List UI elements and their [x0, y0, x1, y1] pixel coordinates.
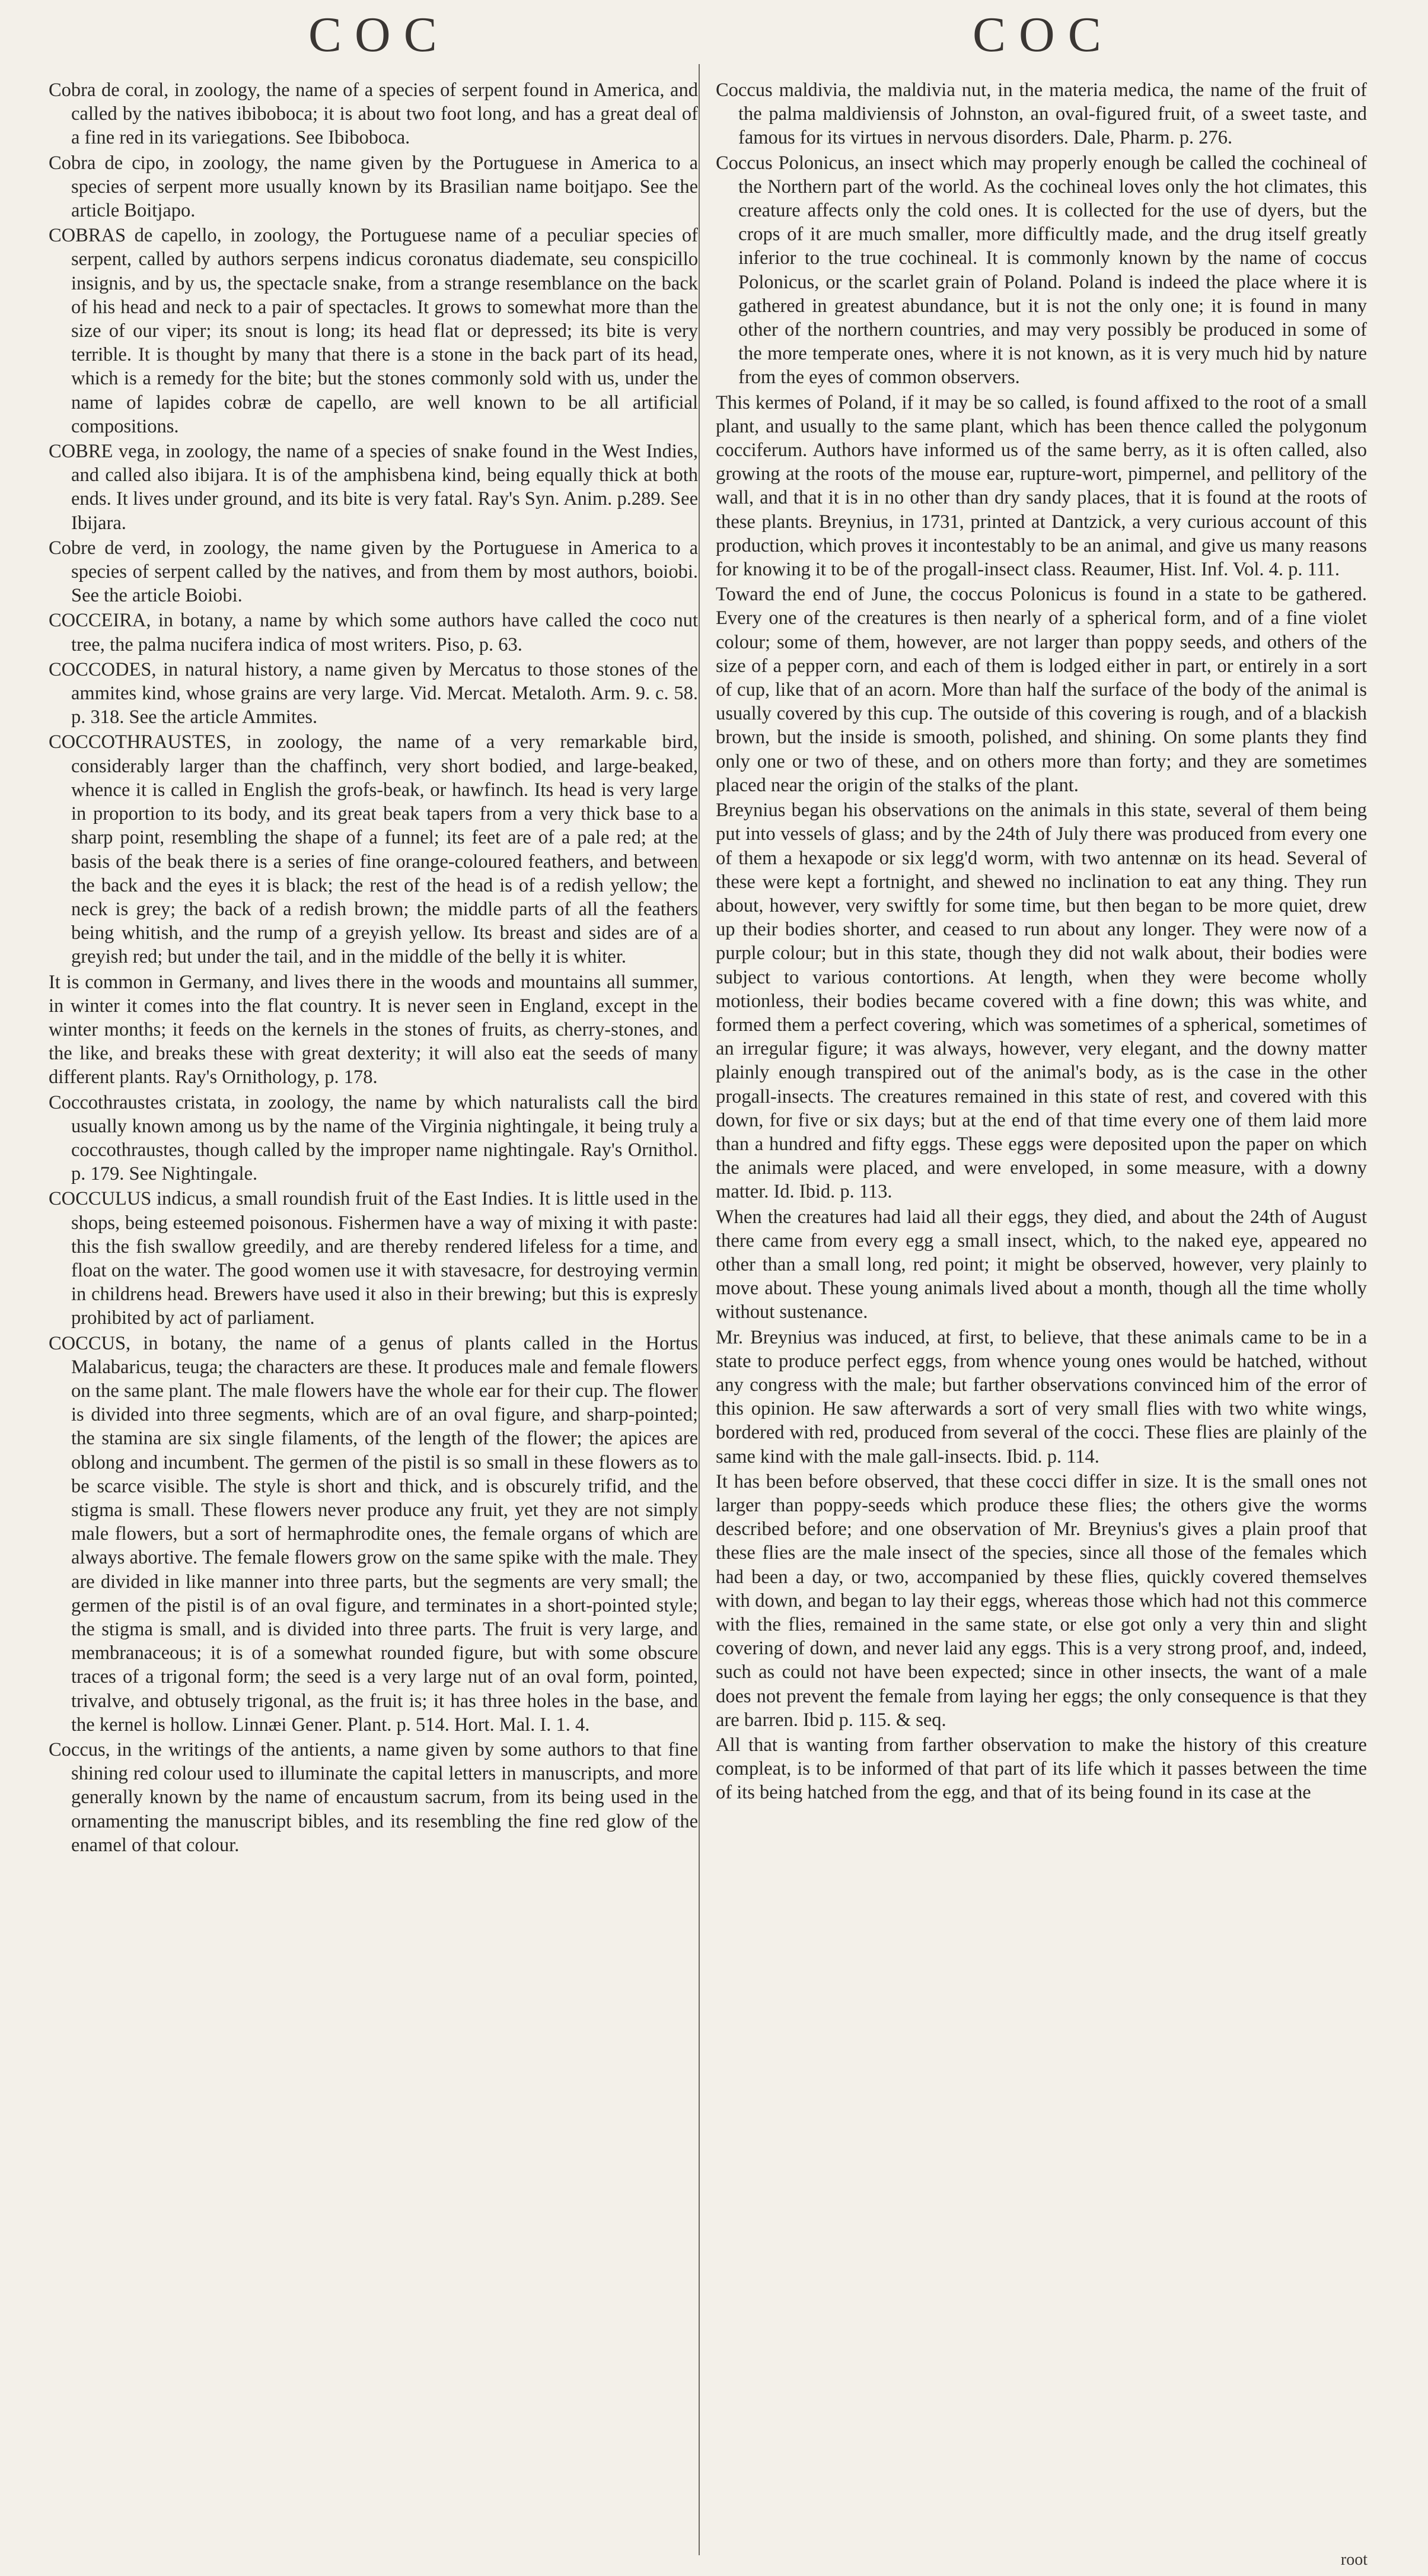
- paragraph-cocci-differ-in-size: It has been before observed, that these cocci differ in size. It is the small ones not larger than poppy-seeds which produce these flies; the others give the worms described before; and one observation of Mr. Breynius's gives a plain proof that these flies are the male insect of the species, since all those of the females which had been a day, or two, accompanied by these flies, quickly covered themselves with down, and began to lay their eggs, whereas those which had not this commerce with the flies, remained in the same state, or else got only a very thin and slight covering of down, and never laid any eggs. This is a very strong proof, and, indeed, such as could not have been expected; since in other insects, the want of a male does not prevent the female from laying her eggs; the only consequence is that they are barren. Ibid p. 115. & seq.: [716, 1470, 1367, 1731]
- right-running-head: COC: [973, 7, 1114, 62]
- entry-cobra-de-coral: Cobra de coral, in zoology, the name of a species of serpent found in America, and called by the natives ibiboboca; it is about two foot long, and has a great deal of a fine red in its variegations. See Ibiboboca.: [49, 79, 698, 149]
- entry-coccothraustes: COCCOTHRAUSTES, in zoology, the name of a very remarkable bird, considerably larger than the chaffinch, very short bodied, and large-beaked, whence it is called in English the grofs-beak, or hawfinch. Its head is very large in proportion to its body, and its great beak tapers from a very thick base to a sharp point, resembling the shape of a funnel; its feet are of a pale red; at the basis of the beak there is a series of fine orange-coloured feathers, and between the back and the eyes it is black; the rest of the head is of a redish yellow; the neck is grey; the back of a redish brown; the middle parts of all the feathers being whitish, and the rump of a greyish yellow. Its breast and sides are of a greyish red; but under the tail, and in the middle of the belly it is whiter.: [49, 731, 698, 968]
- paragraph-breynius-observations: Breynius began his observations on the animals in this state, several of them being put into vessels of glass; and by the 24th of July there was produced from every one of them a hexapode or six legg'd worm, with two antennæ on its head. Several of these were kept a fortnight, and shewed no inclination to eat any thing. They run about, however, very swiftly for some time, but then began to be more quiet, drew up their bodies shorter, and ceased to run about any longer. They were now of a purple colour; but in this state, though they did not walk about, their bodies were subject to various contortions. At length, when they were become wholly motionless, their bodies became covered with a fine down; this was white, and formed them a perfect covering, which was sometimes of a spherical, sometimes of an irregular figure; it was always, however, very elegant, and the downy matter plainly enough transpired out of the animal's body, as is the case in the other progall-insects. The creatures remained in this state of rest, and covered with this down, for five or six days; but at the end of that time every one of them laid more than a hundred and fifty eggs. These eggs were deposited upon the paper on which the animals were placed, and were enveloped, in some measure, with a downy matter. Id. Ibid. p. 113.: [716, 800, 1367, 1203]
- paragraph-mr-breynius-induced: Mr. Breynius was induced, at first, to believe, that these animals came to be in a state to produce perfect eggs, from whence young ones would be hatched, without any congress with the male; but farther observations convinced him of the error of this opinion. He saw afterwards a sort of very small flies with two white wings, bordered with red, produced from several of the cocci. These flies are plainly of the same kind with the male gall-insects. Ibid. p. 114.: [716, 1326, 1367, 1467]
- entry-coccodes: COCCODES, in natural history, a name given by Mercatus to those stones of the ammites kind, whose grains are very large. Vid. Mercat. Metaloth. Arm. 9. c. 58. p. 318. See the article Ammites.: [49, 658, 698, 728]
- paragraph-end-of-june: Toward the end of June, the coccus Polonicus is found in a state to be gathered. Every one of the creatures is then nearly of a spherical form, and of a fine violet colour; some of them, however, are not larger than poppy seeds, and others of the size of a pepper corn, and each of them is lodged either in part, or entirely in a sort of cup, like that of an acorn. More than half the surface of the body of the animal is usually covered by this cup. The outside of this covering is rough, and of a blackish brown, but the inside is smooth, polished, and shining. On some plants they find only one or two of these, and on others more than forty; and they are sometimes placed near the origin of the stalks of the plant.: [716, 584, 1367, 796]
- left-running-head: COC: [308, 7, 450, 62]
- entry-coccus-polonicus: Coccus Polonicus, an insect which may properly enough be called the cochineal of the Northern part of the world. As the cochineal loves only the hot climates, this creature affects only the cold ones. It is collected for the use of dyers, but the crops of it are much smaller, more difficultly made, and the drug itself greatly inferior to the true cochineal. It is commonly known by the name of coccus Polonicus, or the scarlet grain of Poland. Poland is indeed the place where it is gathered in greatest abundance, but it is not the only one; it is found in many other of the northern countries, and may very possibly be produced in some of the more temperate ones, where it is not known, as it is very much hid by nature from the eyes of common observers.: [716, 152, 1367, 389]
- entry-coccus-botany: COCCUS, in botany, the name of a genus of plants called in the Hortus Malabaricus, teuga; the characters are these. It produces male and female flowers on the same plant. The male flowers have the whole ear for their cup. The flower is divided into three segments, which are of an oval figure, and sharp-pointed; the stamina are six single filaments, of the length of the flower; the apices are oblong and incumbent. The germen of the pistil is so small in these flowers as to be scarce visible. The style is short and thick, and is obscurely trifid, and the stigma is small. These flowers never produce any fruit, yet they are not simply male flowers, but a sort of hermaphrodite ones, the female organs of which are always abortive. The female flowers grow on the same spike with the male. They are divided in like manner into three parts, but the segments are very small; the germen of the pistil is of an oval figure, and terminates in a short-pointed style; the stigma is small, and is divided into three parts. The fruit is very large, and membranaceous; it is of a somewhat rounded figure, but with some obscure traces of a trigonal form; the seed is a very large nut of an oval form, pointed, trivalve, and obtusely trigonal, as the fruit is; it has three holes in the base, and the kernel is hollow. Linnæi Gener. Plant. p. 514. Hort. Mal. I. 1. 4.: [49, 1332, 698, 1736]
- entry-coccothraustes-cristata: Coccothraustes cristata, in zoology, the name by which naturalists call the bird usually known among us by the name of the Virginia nightingale, it being truly a coccothraustes, though called by the improper name nightingale. Ray's Ornithol. p. 179. See Nightingale.: [49, 1091, 698, 1185]
- column-divider: [699, 64, 700, 2555]
- paragraph-all-that-is-wanting: All that is wanting from farther observation to make the history of this creature compleat, is to be informed of that part of its life which it passes between the time of its being hatched from the egg, and that of its being found in its case at the: [716, 1734, 1367, 1804]
- running-header: [0, 6, 1428, 62]
- paragraph-eggs-laid: When the creatures had laid all their eggs, they died, and about the 24th of August there came from every egg a small insect, which, to the naked eye, appeared no other than a small long, red point; it might be observed, however, very plainly to move about. These young animals lived about a month, though all the time wholly without sustenance.: [716, 1206, 1367, 1323]
- entry-coccus-maldivia: Coccus maldivia, the maldivia nut, in the materia medica, the name of the fruit of the palma maldiviensis of Johnston, an oval-figured fruit, of a sweet taste, and famous for its virtues in nervous disorders. Dale, Pharm. p. 276.: [716, 79, 1367, 149]
- entry-cobre-de-verd: Cobre de verd, in zoology, the name given by the Portuguese in America to a species of serpent called by the natives, and from them by most authors, boiobi. See the article Boiobi.: [49, 537, 698, 607]
- paragraph-kermes-of-poland: This kermes of Poland, if it may be so called, is found affixed to the root of a small plant, and usually to the same plant, which has been thence called the polygonum cocciferum. Authors have informed us of the same berry, as it is often called, also growing at the roots of the mouse ear, rupture-wort, pimpernel, and pellitory of the wall, and that it is in no other than dry sandy places, that it is found at the roots of these plants. Breynius, in 1731, printed at Dantzick, a very curious account of this production, which proves it incontestably to be an animal, and give us many reasons for knowing it to be of the progall-insect class. Reaumer, Hist. Inf. Vol. 4. p. 111.: [716, 391, 1367, 581]
- entry-coccus-antients: Coccus, in the writings of the antients, a name given by some authors to that fine shining red colour used to illuminate the capital letters in manuscripts, and more generally known by the name of encaustum sacrum, from its being used in the ornamenting the manuscript bibles, and its resembling the fine red glow of the enamel of that colour.: [49, 1739, 698, 1856]
- entry-coccothraustes-continued: It is common in Germany, and lives there in the woods and mountains all summer, in winter it comes into the flat country. It is never seen in England, except in the winter months; it feeds on the kernels in the stones of fruits, as cherry-stones, and the like, and breaks these with great dexterity; it will also eat the seeds of many different plants. Ray's Ornithology, p. 178.: [49, 971, 698, 1088]
- entry-cocculus-indicus: COCCULUS indicus, a small roundish fruit of the East Indies. It is little used in the shops, being esteemed poisonous. Fishermen have a way of mixing it with paste: this the fish swallow greedily, and are thereby rendered lifeless for a time, and float on the water. The good women use it with stavesacre, for destroying vermin in childrens head. Brewers have used it also in their brewing; but this is expresly prohibited by act of parliament.: [49, 1188, 698, 1329]
- entry-cobre-vega: COBRE vega, in zoology, the name of a species of snake found in the West Indies, and called also ibijara. It is of the amphisbena kind, being equally thick at both ends. It lives under ground, and its bite is very fatal. Ray's Syn. Anim. p.289. See Ibijara.: [49, 441, 698, 534]
- left-column: [49, 78, 698, 1858]
- entry-cobra-de-cipo: Cobra de cipo, in zoology, the name given by the Portuguese in America to a species of serpent more usually known by its Brasilian name boitjapo. See the article Boitjapo.: [49, 152, 698, 222]
- catchword: root: [1340, 2550, 1368, 2569]
- entry-cobras-de-capello: COBRAS de capello, in zoology, the Portuguese name of a peculiar species of serpent, called by authors serpens indicus coronatus diademate, seu conspicillo insignis, and by us, the spectacle snake, from a strange resemblance on the back of his head and neck to a pair of spectacles. It grows to somewhat more than the size of our viper; its snout is long; its head flat or depressed; its bite is very terrible. It is thought by many that there is a stone in the back part of its head, which is a remedy for the bite; but the stones commonly sold with us, under the name of lapides cobræ de capello, are well known to be all artificial compositions.: [49, 225, 698, 437]
- right-column: [716, 78, 1367, 1806]
- entry-cocceira: COCCEIRA, in botany, a name by which some authors have called the coco nut tree, the palma nucifera indica of most writers. Piso, p. 63.: [49, 610, 698, 655]
